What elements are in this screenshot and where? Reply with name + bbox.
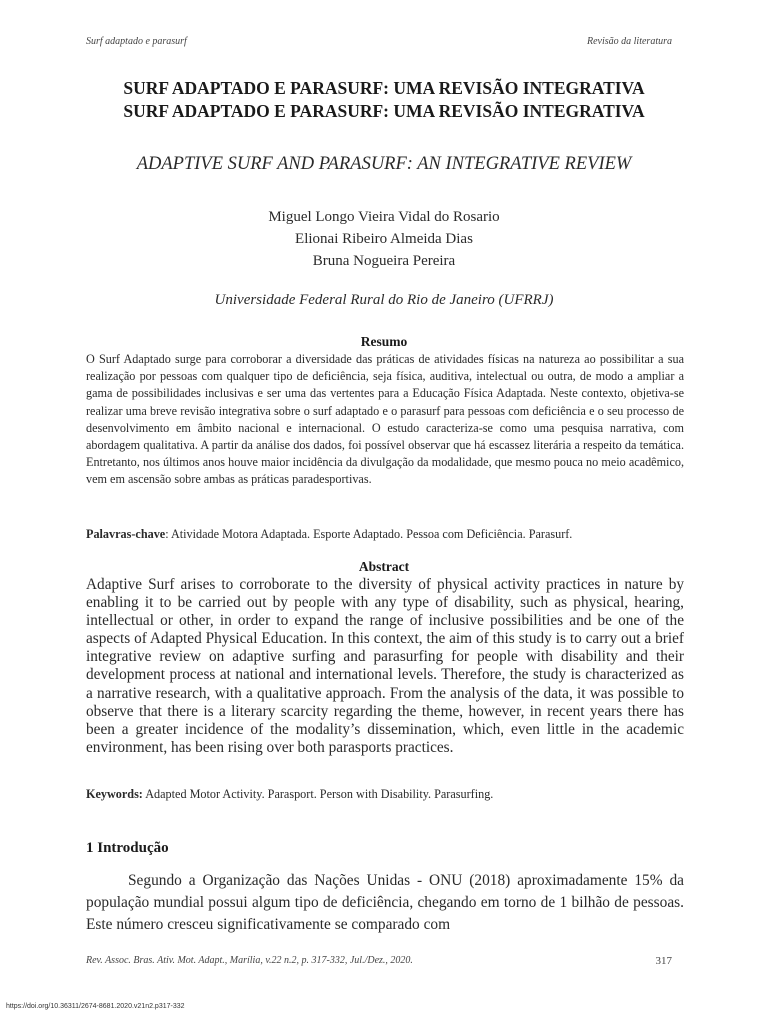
title-portuguese: SURF ADAPTADO E PARASURF: UMA REVISÃO INTEGRATIVA bbox=[123, 78, 645, 98]
resumo-heading: Resumo bbox=[360, 334, 408, 349]
keywords-label: Keywords: bbox=[86, 787, 143, 801]
title-portuguese-repeat: SURF ADAPTADO E PARASURF: UMA REVISÃO INTEGRATIVA bbox=[123, 101, 645, 121]
abstract-heading: Abstract bbox=[358, 559, 410, 574]
abstract-text: Adaptive Surf arises to corroborate to the diversity of physical activity practices in nature by enabling it to be carried out by people with any type of disability, such as physical, hearing, intellectual or other, in order to expand the range of inclusive possibilities and be one of the aspects of Adapted Physical Education. In this context, the aim of this study is to carry out a brief integrative review on adaptive surfing and parasurfing for people with disability and their development process at national and international levels. Therefore, the study is characterized as a narrative research, with a qualitative approach. From the analysis of the data, it was possible to observe that there is a literary scarcity regarding the theme, however, in recent years there has been a greater incidence of the modality’s dissemination, which, even little in the academic environment, has been rising over both parasports practices. bbox=[86, 576, 684, 756]
paper-title bbox=[60, 77, 708, 123]
introduction-heading: 1 Introdução bbox=[86, 840, 169, 856]
running-head-right: Revisão da literatura bbox=[587, 36, 672, 47]
running-head bbox=[86, 36, 672, 50]
introduction-paragraph bbox=[86, 870, 684, 936]
author-name: Bruna Nogueira Pereira bbox=[312, 253, 456, 269]
doi-link[interactable]: https://doi.org/10.36311/2674-8681.2020.v21n2.p317-332 bbox=[6, 1003, 185, 1010]
palavras-chave-text: : Atividade Motora Adaptada. Esporte Adaptado. Pessoa com Deficiência. Parasurf. bbox=[165, 527, 573, 541]
footer-citation: Rev. Assoc. Bras. Ativ. Mot. Adapt., Marília, v.22 n.2, p. 317-332, Jul./Dez., 2020. bbox=[86, 955, 413, 966]
introduction-text: Segundo a Organização das Nações Unidas - ONU (2018) aproximadamente 15% da população mundial possui algum tipo de deficiência, chegando em torno de 1 bilhão de pessoas. Este número cresceu significativamente se comparado com bbox=[86, 872, 684, 933]
keywords-text: Adapted Motor Activity. Parasport. Person with Disability. Parasurfing. bbox=[142, 787, 494, 801]
palavras-chave-label: Palavras-chave bbox=[86, 527, 166, 541]
title-english: ADAPTIVE SURF AND PARASURF: AN INTEGRATIVE REVIEW bbox=[136, 154, 632, 174]
page-footer bbox=[86, 955, 672, 969]
running-head-left: Surf adaptado e parasurf bbox=[86, 36, 187, 47]
affiliation: Universidade Federal Rural do Rio de Janeiro (UFRRJ) bbox=[214, 292, 554, 308]
palavras-chave bbox=[86, 527, 686, 542]
author-name: Elionai Ribeiro Almeida Dias bbox=[295, 231, 473, 247]
author-list bbox=[60, 206, 708, 272]
resumo-text: O Surf Adaptado surge para corroborar a diversidade das práticas de atividades físicas na natureza ao possibilitar a sua realização por pessoas com qualquer tipo de deficiência, seja física, auditiva, intelectual ou outra, de modo a ampliar a gama de possibilidades inclusivas e ser uma das vertentes para a Educação Física Adaptada. Neste contexto, objetiva-se realizar uma breve revisão integrativa sobre o surf adaptado e o parasurf para pessoas com deficiência e o seu processo de desenvolvimento em âmbito nacional e internacional. O estudo caracteriza-se como uma pesquisa narrativa, com abordagem qualitativa. A partir da análise dos dados, foi possível observar que há escassez literária a respeito da temática. Entretanto, nos últimos anos houve maior incidência da divulgação da modalidade, que mesmo pouca no meio acadêmico, vem em ascensão sobre ambas as práticas paradesportivas. bbox=[86, 352, 684, 487]
page-number: 317 bbox=[655, 955, 672, 967]
keywords bbox=[86, 787, 686, 802]
author-name: Miguel Longo Vieira Vidal do Rosario bbox=[268, 209, 500, 225]
